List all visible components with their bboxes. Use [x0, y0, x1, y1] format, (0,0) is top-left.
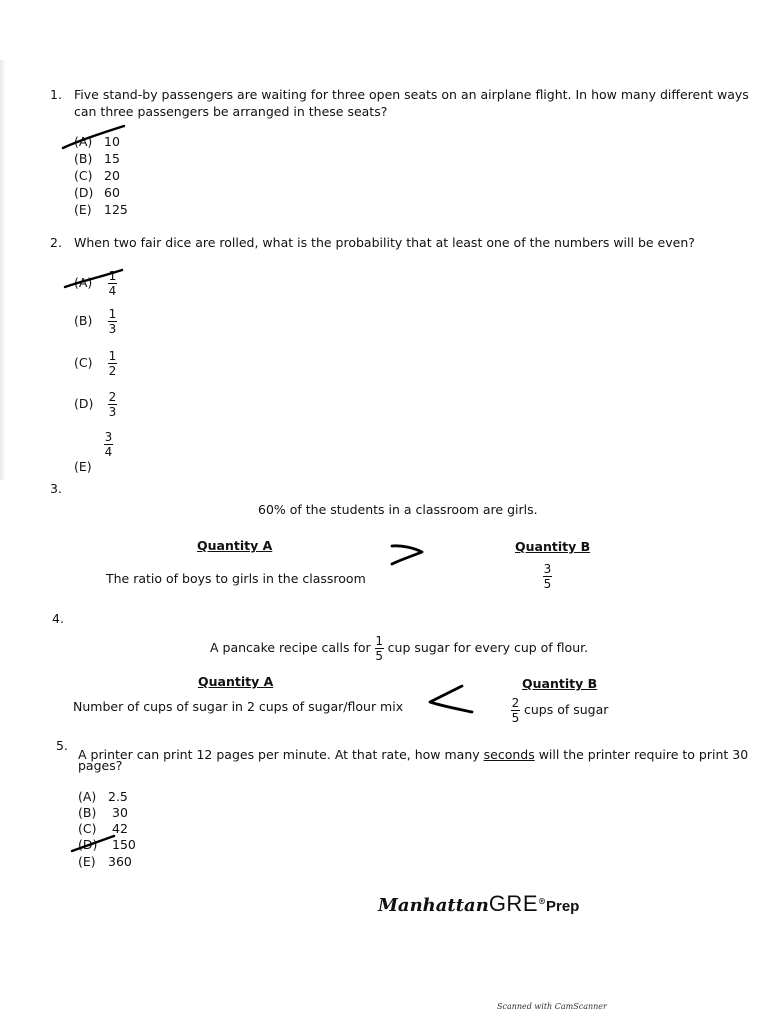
- question-stem-line1: A printer can print 12 pages per minute. At that rate, how many seconds will the printer require to print 30: [78, 747, 749, 762]
- answer-choice-b[interactable]: (B) $\frac{1}{3}$: [74, 307, 117, 336]
- answer-choice-e[interactable]: (E): [74, 459, 92, 474]
- fraction: $\frac{3}{4}$: [104, 430, 113, 459]
- quantity-b-value: $\frac{3}{5}$: [543, 562, 552, 591]
- quantity-b-heading: Quantity B: [515, 539, 591, 554]
- handwritten-less-than: [430, 686, 472, 712]
- strike-q1-a: [63, 126, 124, 148]
- premise: A pancake recipe calls for $\frac{1}{5}$ cup sugar for every cup of flour.: [210, 634, 589, 663]
- fraction: $\frac{1}{2}$: [108, 349, 117, 378]
- fraction: $\frac{1}{4}$: [108, 269, 117, 298]
- quantity-a-text: The ratio of boys to girls in the classroom: [106, 571, 366, 586]
- quantity-b-value: $\frac{2}{5}$ cups of sugar: [511, 696, 609, 725]
- answer-choice-d[interactable]: (D) 150: [78, 837, 136, 852]
- quantity-b-heading: Quantity B: [522, 676, 598, 691]
- question-number: 2.: [50, 235, 62, 250]
- question-number: 1.: [50, 87, 62, 102]
- question-number: 5.: [56, 738, 68, 753]
- question-number: 4.: [52, 611, 64, 626]
- question-number: 3.: [50, 481, 62, 496]
- answer-choice-c[interactable]: (C) $\frac{1}{2}$: [74, 349, 117, 378]
- premise: 60% of the students in a classroom are girls.: [258, 502, 538, 517]
- answer-choice-d[interactable]: (D) 60: [74, 185, 120, 200]
- strike-q5-d: [72, 836, 114, 851]
- answer-choice-a[interactable]: (A) 2.5: [78, 789, 128, 804]
- quantity-a-heading: Quantity A: [197, 538, 273, 553]
- question-stem-line1: Five stand-by passengers are waiting for three open seats on an airplane flight. In how many different ways: [74, 87, 749, 102]
- answer-choice-e[interactable]: (E) 125: [74, 202, 128, 217]
- quantity-a-text: Number of cups of sugar in 2 cups of sugar/flour mix: [73, 699, 404, 714]
- answer-choice-c[interactable]: (C) 20: [74, 168, 120, 183]
- handwritten-greater-than: [392, 546, 422, 564]
- answer-choice-a[interactable]: (A) 10: [74, 134, 120, 149]
- answer-choice-d[interactable]: (D) $\frac{2}{3}$: [74, 390, 117, 419]
- answer-choice-c[interactable]: (C) 42: [78, 821, 128, 836]
- quantity-a-heading: Quantity A: [198, 674, 274, 689]
- fraction: $\frac{1}{3}$: [108, 307, 117, 336]
- answer-choice-a[interactable]: (A) $\frac{1}{4}$: [74, 269, 117, 298]
- fraction: $\frac{2}{3}$: [108, 390, 117, 419]
- manhattan-gre-prep-logo: ManhattanGRE®Prep: [378, 891, 580, 916]
- question-stem-line2: pages?: [78, 758, 123, 773]
- scanner-watermark: Scanned with CamScanner: [497, 1002, 607, 1011]
- question-stem: When two fair dice are rolled, what is the probability that at least one of the numbers will be even?: [74, 235, 695, 250]
- answer-choice-b[interactable]: (B) 15: [74, 151, 120, 166]
- strike-q2-a: [65, 270, 122, 287]
- answer-choice-e[interactable]: (E) 360: [78, 854, 132, 869]
- question-stem-line2: can three passengers be arranged in these seats?: [74, 104, 388, 119]
- answer-choice-b[interactable]: (B) 30: [78, 805, 128, 820]
